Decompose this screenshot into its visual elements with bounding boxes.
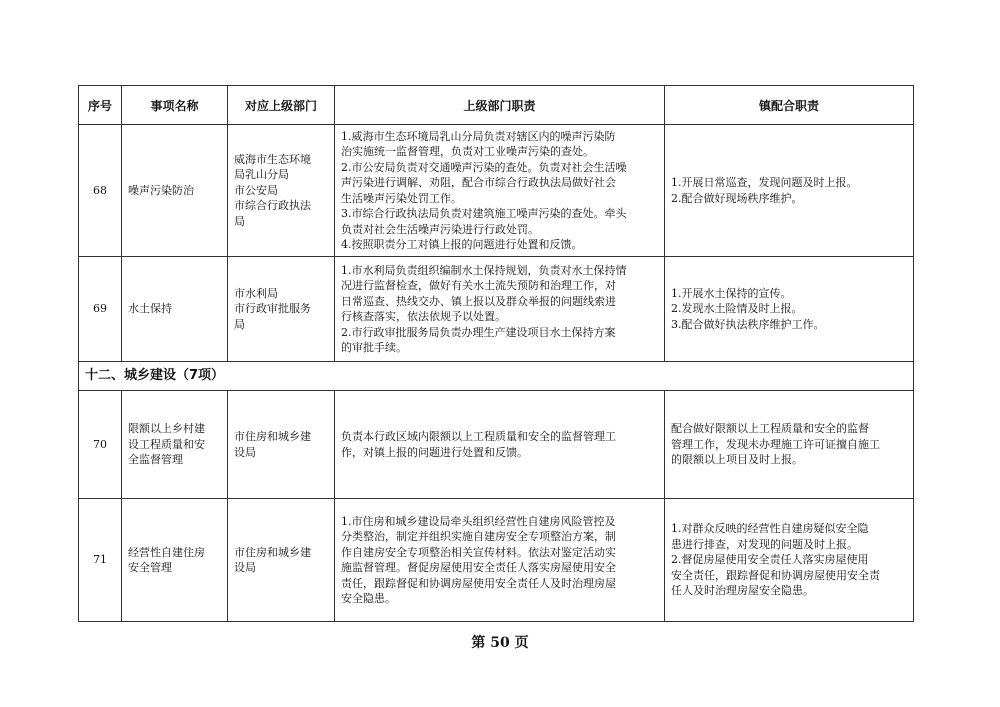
text-line: 责任，跟踪督促和协调房屋使用安全责任人及时治理房屋 (341, 576, 616, 590)
text-line: 经营性自建住房 (128, 545, 205, 559)
item-name (122, 257, 228, 362)
text-line: 声污染进行调解、劝阻，配合市综合行政执法局做好社会 (341, 176, 616, 189)
text-line: 限额以上乡村建 (128, 422, 205, 436)
text-line: 市公安局 (234, 183, 278, 197)
text-line: 1.市住房和城乡建设局牵头组织经营性自建房风险管控及 (341, 514, 616, 528)
text-line: 配合做好限额以上工程质量和安全的监督 (671, 422, 869, 436)
text-line: 全监督管理 (128, 453, 183, 467)
superior-duty (335, 125, 665, 257)
table-row (79, 257, 914, 362)
header-seq: 序号 (79, 86, 122, 125)
text-line: 安全管理 (128, 561, 172, 574)
text-line: 2.发现水土险情及时上报。 (671, 302, 803, 316)
text-line: 安全隐患。 (341, 592, 396, 605)
text-line: 日常巡查、热线交办、镇上报以及群众举报的问题线索进 (341, 294, 616, 308)
text-line: 2.督促房屋使用安全责任人落实房屋使用 (671, 553, 869, 567)
text-line: 安全责任，跟踪督促和协调房屋使用安全责 (671, 568, 880, 582)
text-line: 2.市行政审批服务局负责办理生产建设项目水土保持方案 (341, 325, 616, 339)
superior-dept (228, 125, 335, 257)
text-line: 3.配合做好执法秩序维护工作。 (671, 317, 825, 331)
town-duty (665, 391, 914, 499)
text-line: 行核查落实，依法依规予以处置。 (341, 310, 506, 323)
text-line: 的审批手续。 (341, 341, 407, 354)
text-line: 患进行排查，对发现的问题及时上报。 (671, 537, 858, 551)
text-line: 施监督管理。督促房屋使用安全责任人落实房屋使用安全 (341, 561, 616, 574)
text-line: 市行政审批服务 (234, 302, 311, 316)
text-line: 治实施统一监督管理，负责对工业噪声污染的查处。 (341, 145, 594, 158)
text-line: 分类整治，制定并组织实施自建房安全专项整治方案，制 (341, 530, 616, 543)
text-line: 4.按照职责分工对镇上报的问题进行处置和反馈。 (341, 238, 583, 251)
text-line: 市水利局 (234, 286, 278, 300)
row-number: 71 (79, 499, 122, 622)
text-line: 1.开展水土保持的宣传。 (671, 286, 792, 300)
text-line: 2.配合做好现场秩序维护。 (671, 191, 803, 205)
row-number: 69 (79, 257, 122, 362)
text-line: 威海市生态环境 (234, 152, 311, 166)
row-number: 70 (79, 391, 122, 499)
page-number: 第 50 页 (471, 635, 529, 651)
responsibility-table (78, 85, 914, 622)
superior-duty (335, 391, 665, 499)
town-duty (665, 499, 914, 622)
header-town-duty: 镇配合职责 (665, 86, 914, 125)
text-line: 市住房和城乡建 (234, 545, 311, 559)
table-header-row (79, 86, 914, 125)
superior-dept (228, 257, 335, 362)
text-line: 噪声污染防治 (128, 183, 194, 197)
item-name (122, 125, 228, 257)
text-line: 3.市综合行政执法局负责对建筑施工噪声污染的查处。牵头 (341, 207, 627, 220)
row-number: 68 (79, 125, 122, 257)
text-line: 局 (234, 317, 245, 331)
text-line: 2.市公安局负责对交通噪声污染的查处。负责对社会生活噪 (341, 160, 627, 174)
text-line: 1.对群众反映的经营性自建房疑似安全隐 (671, 522, 869, 536)
header-item-name: 事项名称 (122, 86, 228, 125)
text-line: 设局 (234, 561, 256, 574)
superior-dept (228, 499, 335, 622)
item-name (122, 391, 228, 499)
text-line: 1.市水利局负责组织编制水土保持规划，负责对水土保持情 (341, 263, 627, 277)
text-line: 设局 (234, 445, 256, 459)
town-duty (665, 257, 914, 362)
section-row (79, 362, 914, 391)
town-duty (665, 125, 914, 257)
text-line: 局 (234, 214, 245, 228)
table-row (79, 125, 914, 257)
superior-duty (335, 499, 665, 622)
superior-dept (228, 391, 335, 499)
text-line: 1.威海市生态环境局乳山分局负责对辖区内的噪声污染防 (341, 129, 616, 143)
text-line: 1.开展日常巡查，发现问题及时上报。 (671, 176, 858, 189)
header-superior-dept: 对应上级部门 (228, 86, 335, 125)
text-line: 生活噪声污染处罚工作。 (341, 191, 462, 205)
text-line: 的限额以上项目及时上报。 (671, 453, 803, 467)
header-superior-duty: 上级部门职责 (335, 86, 665, 125)
text-line: 作自建房安全专项整治相关宣传材料。依法对鉴定活动实 (341, 545, 616, 559)
text-line: 局乳山分局 (234, 168, 289, 182)
text-line: 市综合行政执法 (234, 199, 311, 213)
superior-duty (335, 257, 665, 362)
item-name (122, 499, 228, 622)
text-line: 任人及时治理房屋安全隐患。 (671, 584, 814, 598)
text-line: 负责本行政区域内限额以上工程质量和安全的监督管理工 (341, 430, 616, 443)
table-row (79, 499, 914, 622)
table-row (79, 391, 914, 499)
text-line: 作，对镇上报的问题进行处置和反馈。 (341, 445, 528, 459)
text-line: 管理工作，发现未办理施工许可证擅自施工 (671, 437, 880, 451)
section-heading: 十二、城乡建设（7项） (79, 362, 914, 391)
text-line: 况进行监督检查，做好有关水土流失预防和治理工作，对 (341, 279, 616, 292)
text-line: 负责对社会生活噪声污染进行行政处罚。 (341, 222, 539, 236)
text-line: 市住房和城乡建 (234, 430, 311, 443)
text-line: 设工程质量和安 (128, 437, 205, 451)
text-line: 水土保持 (128, 302, 172, 316)
